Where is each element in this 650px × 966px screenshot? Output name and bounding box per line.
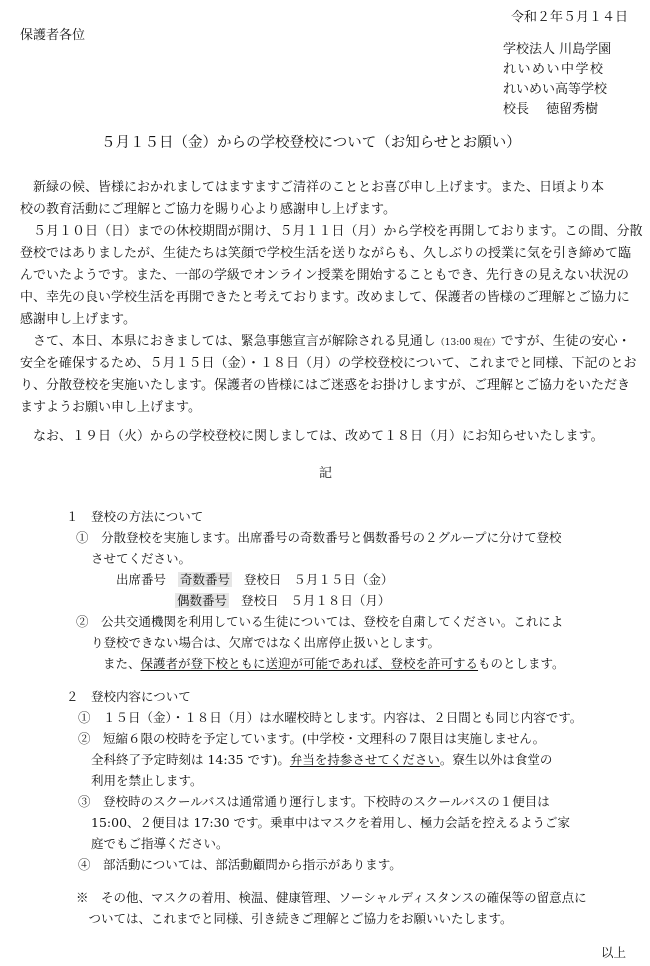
recipient: 保護者各位 bbox=[20, 28, 86, 43]
paragraph-line: り、分散登校を実施いたします。保護者の皆様にはご迷惑をお掛けしますが、ご理解とご協力をいただき bbox=[20, 378, 630, 393]
paragraph-line: ５月１０日（日）までの休校期間が開け、５月１１日（月）から学校を再開しております。この間、分散 bbox=[20, 224, 643, 239]
section2-item3-cont: 15:00、２便目は 17:30 です。乗車中はマスクを着用し、極力会話を控えるようご家 bbox=[91, 815, 570, 830]
sender-line: 校長 徳留秀樹 bbox=[503, 102, 599, 117]
sender-line: れいめい中学校 bbox=[503, 62, 605, 77]
paragraph-line: んでいたようです。また、一部の学級でオンライン授業を開始することもでき、先行きの見えない状況の bbox=[20, 268, 630, 283]
paragraph-text: ですが、生徒の安心・ bbox=[500, 334, 631, 349]
odd-date: ５月１５日（金） bbox=[293, 572, 394, 587]
paragraph-line: 感謝申し上げます。 bbox=[20, 312, 136, 327]
item-text: 全科終了予定時刻は 14:35 です)。 bbox=[91, 752, 290, 767]
section2-item3-cont: 庭でもご指導ください。 bbox=[91, 836, 229, 851]
paragraph-text: さて、本日、本県におきましては、緊急事態宣言が解除される見通し bbox=[20, 334, 436, 349]
schedule-row-odd bbox=[116, 569, 393, 591]
paragraph-line: 新緑の候、皆様におかれましてはますますご清祥のこととお喜び申し上げます。また、日頃より本 bbox=[20, 180, 604, 195]
paragraph-line: ますようお願い申し上げます。 bbox=[20, 400, 201, 415]
time-note: （13:00 現在） bbox=[435, 338, 501, 348]
tail-text: また、 bbox=[103, 656, 141, 671]
paragraph-line: 校の教育活動にご理解とご協力を賜り心より感謝申し上げます。 bbox=[20, 202, 396, 217]
section1-item1: ① 分散登校を実施します。出席番号の奇数番号と偶数番号の２グループに分けて登校 bbox=[76, 530, 562, 545]
document-title: ５月１５日（金）からの学校登校について（お知らせとお願い） bbox=[101, 135, 521, 151]
schedule-label: 出席番号 bbox=[116, 572, 167, 587]
underlined-text: 保護者が登下校ともに送迎が可能であれば、登校を許可する bbox=[140, 656, 479, 671]
section1-item1-cont: させてください。 bbox=[91, 551, 192, 566]
schedule-word: 登校日 bbox=[243, 572, 282, 587]
section2-item1: ① １５日（金）・１８日（月）は水曜校時とします。内容は、２日間とも同じ内容です。 bbox=[78, 710, 583, 725]
schedule-row-even bbox=[175, 590, 390, 612]
section1-item2-cont: り登校できない場合は、欠席ではなく出席停止扱いとします。 bbox=[91, 635, 441, 650]
date: 令和２年５月１４日 bbox=[510, 10, 628, 25]
paragraph-line: 安全を確保するため、５月１５日（金）・１８日（月）の学校登校について、これまでと同様、下記のとお bbox=[20, 356, 637, 371]
sender-block bbox=[503, 40, 611, 120]
schedule-word: 登校日 bbox=[240, 593, 279, 608]
section1-item2: ② 公共交通機関を利用している生徒については、登校を自粛してください。これによ bbox=[76, 614, 564, 629]
even-number-badge: 偶数番号 bbox=[177, 593, 228, 608]
tail-text: ものとします。 bbox=[478, 656, 565, 671]
odd-number-badge: 奇数番号 bbox=[179, 572, 230, 587]
closing: 以上 bbox=[600, 945, 626, 960]
sender-line: 学校法人 川島学園 bbox=[503, 42, 612, 57]
item-text: 。寮生以外は食堂の bbox=[439, 752, 553, 767]
note-line: ※ その他、マスクの着用、検温、健康管理、ソーシャルディスタンスの確保等の留意点に bbox=[76, 890, 587, 905]
section1-heading: １ 登校の方法について bbox=[66, 509, 204, 524]
even-date: ５月１８日（月） bbox=[290, 593, 391, 608]
section2-item2-cont bbox=[91, 749, 552, 771]
paragraph-line: なお、１９日（火）からの学校登校に関しましては、改めて１８日（月）にお知らせいたします。 bbox=[20, 429, 604, 444]
section2-item4: ④ 部活動については、部活動顧問から指示があります。 bbox=[78, 857, 402, 872]
underlined-text: 弁当を持参させてください bbox=[289, 752, 440, 767]
sender-line: れいめい高等学校 bbox=[503, 82, 608, 97]
note-line: ついては、これまでと同様、引き続きご理解とご協力をお願いいたします。 bbox=[76, 911, 513, 926]
section2-item2-cont: 利用を禁止します。 bbox=[91, 773, 203, 788]
section1-item2-tail bbox=[103, 653, 565, 675]
ki-heading: 記 bbox=[319, 466, 333, 481]
section2-item2: ② 短縮６限の校時を予定しています。(中学校・文理科の７限目は実施しません。 bbox=[78, 731, 546, 746]
section2-heading: ２ 登校内容について bbox=[66, 689, 191, 704]
paragraph-line: 登校ではありましたが、生徒たちは笑顔で学校生活を送りながらも、久しぶりの授業に気を引き締めて臨 bbox=[20, 246, 632, 261]
section2-item3: ③ 登校時のスクールバスは通常通り運行します。下校時のスクールバスの１便目は bbox=[78, 794, 550, 809]
paragraph-line: 中、幸先の良い学校生活を再開できたと考えております。改めまして、保護者の皆様のご理解とご協力に bbox=[20, 290, 630, 305]
